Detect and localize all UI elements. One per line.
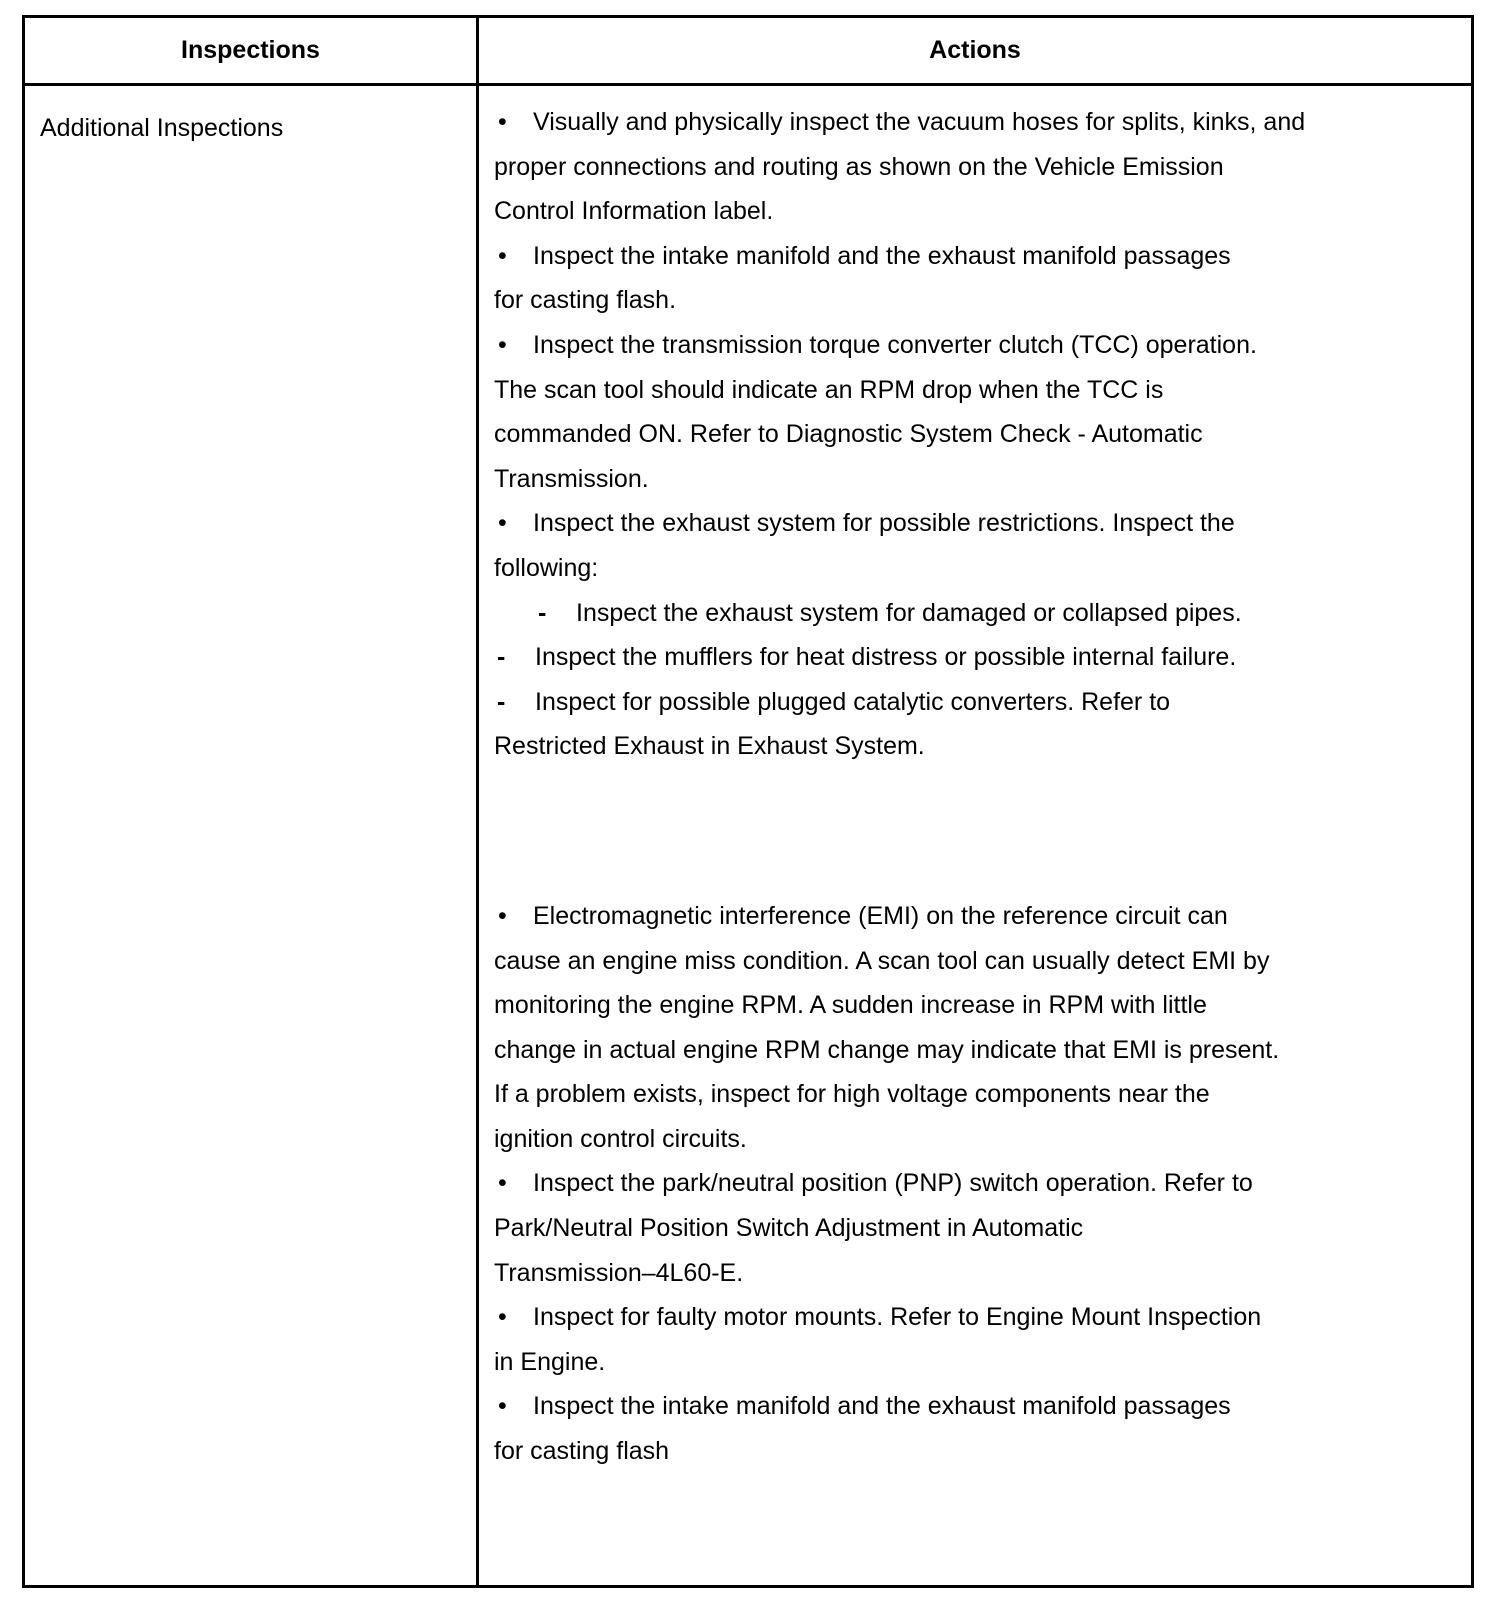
action-line	[494, 457, 1434, 502]
action-text: for casting flash	[494, 1437, 670, 1466]
action-text: Inspect the exhaust system for possible restrictions. Inspect the	[533, 509, 1235, 538]
actions-group-1	[494, 100, 1434, 769]
bullet-marker: •	[498, 108, 507, 136]
action-text: Inspect the intake manifold and the exhaust manifold passages	[533, 241, 1231, 270]
dash-marker: -	[497, 643, 506, 672]
actions-group-2	[494, 894, 1434, 1474]
action-line	[494, 1429, 1434, 1474]
bullet-marker: •	[498, 1169, 507, 1198]
action-text: Restricted Exhaust in Exhaust System.	[494, 732, 925, 761]
action-text: The scan tool should indicate an RPM drop when the TCC is	[494, 375, 1164, 404]
action-text: Inspect the exhaust system for damaged or collapsed pipes.	[576, 598, 1242, 627]
action-line	[494, 234, 1434, 279]
action-line	[494, 983, 1434, 1028]
action-text: Inspect the transmission torque converter clutch (TCC) operation.	[533, 330, 1257, 359]
action-text: Transmission–4L60-E.	[494, 1258, 744, 1287]
action-line	[494, 1117, 1434, 1162]
action-line	[494, 1072, 1434, 1117]
action-line	[494, 189, 1434, 234]
action-line	[494, 724, 1434, 769]
action-line	[494, 1028, 1434, 1073]
action-text: Control Information label.	[494, 197, 774, 226]
action-line	[494, 100, 1434, 145]
action-line	[494, 1161, 1434, 1206]
action-line	[494, 501, 1434, 546]
action-text: Inspect the park/neutral position (PNP) switch operation. Refer to	[533, 1169, 1253, 1198]
bullet-marker: •	[498, 241, 507, 270]
dash-marker: -	[538, 598, 547, 627]
action-line	[494, 323, 1434, 368]
action-line	[494, 894, 1434, 939]
action-text: cause an engine miss condition. A scan tool can usually detect EMI by	[494, 946, 1270, 975]
action-line	[494, 939, 1434, 984]
column-divider	[476, 18, 479, 1585]
action-text: Transmission.	[494, 464, 649, 493]
action-text: Inspect the intake manifold and the exhaust manifold passages	[533, 1392, 1231, 1421]
action-text: proper connections and routing as shown on the Vehicle Emission	[494, 152, 1224, 181]
action-text: for casting flash.	[494, 286, 677, 315]
action-line	[494, 680, 1434, 725]
action-text: Inspect for faulty motor mounts. Refer to Engine Mount Inspection	[533, 1303, 1262, 1332]
action-text: ignition control circuits.	[494, 1124, 747, 1153]
actions-cell	[494, 100, 1434, 1474]
action-line	[494, 1206, 1434, 1251]
dash-marker: -	[497, 687, 506, 716]
bullet-marker: •	[498, 330, 507, 359]
inspection-table	[22, 15, 1474, 1588]
action-text: in Engine.	[494, 1347, 606, 1376]
bullet-marker: •	[498, 1303, 507, 1332]
action-line	[494, 1384, 1434, 1429]
bullet-marker: •	[498, 1392, 507, 1421]
header-rule	[25, 83, 1471, 86]
action-line	[494, 1295, 1434, 1340]
action-line	[494, 591, 1434, 636]
action-line	[494, 546, 1434, 591]
action-text: commanded ON. Refer to Diagnostic System Check - Automatic	[494, 420, 1203, 449]
header-actions: Actions	[929, 36, 1021, 64]
action-text: Park/Neutral Position Switch Adjustment in Automatic	[494, 1214, 1084, 1243]
action-line	[494, 1251, 1434, 1296]
action-line	[494, 635, 1434, 680]
bullet-marker: •	[498, 901, 507, 930]
action-text: Inspect for possible plugged catalytic converters. Refer to	[535, 687, 1171, 716]
action-line	[494, 145, 1434, 190]
action-text: Visually and physically inspect the vacuum hoses for splits, kinks, and	[533, 108, 1306, 136]
action-text: Inspect the mufflers for heat distress or possible internal failure.	[535, 643, 1237, 672]
action-text: Electromagnetic interference (EMI) on the reference circuit can	[533, 901, 1228, 930]
bullet-marker: •	[498, 509, 507, 538]
action-text: If a problem exists, inspect for high voltage components near the	[494, 1080, 1210, 1109]
header-inspections: Inspections	[181, 36, 320, 64]
actions-gap	[494, 769, 1434, 894]
action-line	[494, 368, 1434, 413]
action-text: following:	[494, 553, 599, 582]
action-line	[494, 278, 1434, 323]
action-text: monitoring the engine RPM. A sudden increase in RPM with little	[494, 991, 1207, 1020]
action-line	[494, 1340, 1434, 1385]
inspection-cell: Additional Inspections	[40, 114, 284, 142]
action-text: change in actual engine RPM change may indicate that EMI is present.	[494, 1035, 1280, 1064]
action-line	[494, 412, 1434, 457]
